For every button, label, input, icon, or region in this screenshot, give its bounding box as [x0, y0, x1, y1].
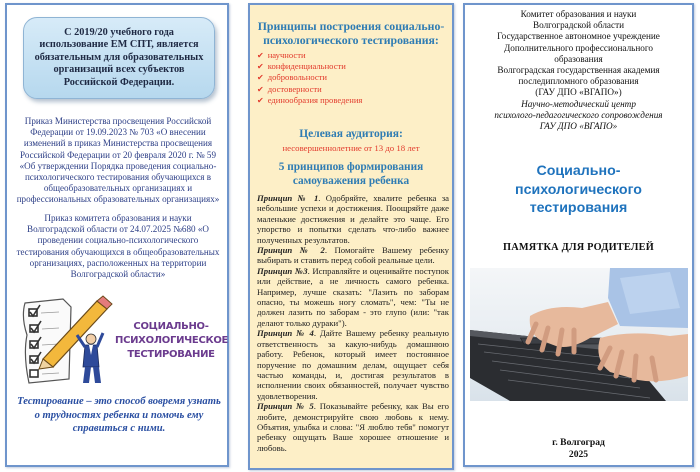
city-year: [465, 437, 692, 461]
rule-label: Принцип № 1: [257, 193, 319, 203]
audience-value: несовершеннолетние от 13 до 18 лет: [282, 143, 420, 153]
brochure-title: [465, 162, 692, 218]
principles-list: [257, 50, 362, 106]
testing-illustration: [19, 295, 229, 385]
rule-label: Принцип № 4: [257, 328, 314, 339]
checkmark-icon: ✔: [257, 51, 264, 60]
middle-panel: [248, 3, 454, 470]
title-line: Социально-: [536, 163, 621, 179]
checkmark-icon: ✔: [257, 84, 264, 94]
checklist-pencil-man-icon: [19, 295, 119, 387]
notice-box: [23, 17, 215, 99]
principles-title: Принципы построения социально-психологического тестирования:: [257, 19, 445, 47]
rule-text: . Дайте Вашему ребенку реальную ответственность за какую-нибудь домашнюю работу. Ребенок, который имеет постоянное поручение по домашним делам, ощущает себя частью команды, и, достигая результатов в исполнении своих обязанностей, получает чувство удовлетворения.: [257, 328, 450, 401]
rule-label: Принцип №3: [257, 265, 308, 276]
tagline: Тестирование – это способ вовремя узнать о трудностях ребенка и помочь ему справиться с ними.: [17, 396, 221, 434]
rule-item: [257, 245, 449, 266]
keyboard-typing-photo: [470, 268, 688, 401]
principle-item: [257, 50, 362, 61]
illustration-title: [115, 320, 227, 362]
ministry-order-text: Приказ Министерства просвещения Российской Федерации от 19.09.2023 № 703 «О внесении изменений в приказ Министерства просвещения Российской Федерации от 20 февраля 2020 г. № 59 «Об утверждении Порядка проведения социально-психологического тестирования обучающихся в общеобразовательных организациях и профессиональных образовательных организациях»: [16, 116, 220, 205]
center-line: ГАУ ДПО «ВГАПО»: [539, 121, 618, 132]
rule-text: . Показывайте ребенку, как Вы его любите, демонстрируйте свою любовь к нему. Объятия, улыбка и слова: "Я люблю тебя" помогут ребенку ощущать Ваше хорошее отношение и любовь.: [257, 401, 449, 453]
org-line: Волгоградской области: [532, 20, 625, 31]
principle-item: [257, 95, 362, 106]
checkmark-icon: ✔: [257, 73, 264, 83]
rule-item: [257, 266, 449, 328]
notice-text: С 2019/20 учебного года использование ЕМ СПТ, является обязательным для образовательных организаций всех субъектов Российской Федерации.: [34, 26, 204, 88]
principle-item: [257, 84, 362, 95]
rule-item: [257, 401, 449, 453]
rule-label: Принцип № 5: [257, 401, 314, 412]
rule-item: [257, 328, 449, 401]
org-line: Государственное автономное учреждение: [497, 31, 660, 42]
org-line: Комитет образования и науки: [520, 9, 637, 19]
keyboard-hands-icon: [470, 268, 688, 401]
principle-label: добровольности: [267, 72, 328, 83]
self-esteem-principles-title: 5 принципов формирования самоуважения ребенка: [278, 161, 424, 187]
city-label: г. Волгоград: [552, 437, 605, 448]
checkmark-icon: ✔: [257, 95, 264, 105]
principle-item: [257, 72, 362, 83]
principle-label: конфиденциальности: [267, 61, 346, 72]
illustration-title-line: ТЕСТИРОВАНИЕ: [127, 349, 215, 360]
illustration-title-line: ПСИХОЛОГИЧЕСКОЕ: [115, 335, 229, 346]
organization-header: [465, 9, 692, 132]
org-line: последипломного образования: [518, 76, 639, 87]
principle-label: достоверности: [267, 83, 322, 94]
rule-text: . Одобряйте, хвалите ребенка за небольшие успехи и достижения. Поощряйте даже маленькие достижения и делайте это чаще. Его упорство и попытки сделать что-либо важнее полученных результатов.: [257, 193, 449, 245]
rule-label: Принцип № 2: [257, 245, 325, 256]
memo-subtitle: ПАМЯТКА ДЛЯ РОДИТЕЛЕЙ: [503, 242, 654, 253]
center-line: психолого-педагогического сопровождения: [494, 109, 663, 120]
org-line: Волгоградская государственная академия: [497, 65, 660, 76]
committee-order-text: Приказ комитета образования и науки Волгоградской области от 24.07.2025 №680 «О проведении социально-психологического тестирования обучающихся в общеобразовательных организациях, расположенных на территории Волгоградской области»: [16, 213, 220, 280]
audience-title: Целевая аудитория:: [299, 128, 403, 140]
rule-text: . Исправляйте и оценивайте поступок или действие, а не личность самого ребенка. Например, лучше сказать: "Лазить по заборам опасно, ты можешь ногу сломать", чем: "Ты не должен лазить по заборам - это глупо (или: "так делают только дураки").: [257, 265, 449, 328]
title-line: тестирования: [529, 200, 628, 216]
org-line: (ГАУ ДПО «ВГАПО»): [535, 87, 622, 98]
checkmark-icon: ✔: [257, 62, 264, 72]
right-panel: [463, 3, 694, 467]
org-line: образования: [554, 53, 603, 64]
principle-item: [257, 61, 362, 72]
year-label: 2025: [568, 449, 589, 460]
rule-item: [257, 193, 449, 245]
rule-text: . Помогайте Вашему ребенку выбирать и ставить перед собой реальные цели.: [257, 245, 449, 266]
principle-label: научности: [267, 50, 306, 60]
org-line: Дополнительного профессионального: [503, 42, 653, 53]
illustration-title-line: СОЦИАЛЬНО-: [133, 321, 209, 332]
principle-label: единообразия проведения: [267, 94, 363, 105]
center-line: Научно-методический центр: [521, 98, 636, 109]
self-esteem-rules: [257, 193, 449, 453]
left-panel: [5, 3, 229, 467]
title-line: психологического: [515, 181, 642, 198]
